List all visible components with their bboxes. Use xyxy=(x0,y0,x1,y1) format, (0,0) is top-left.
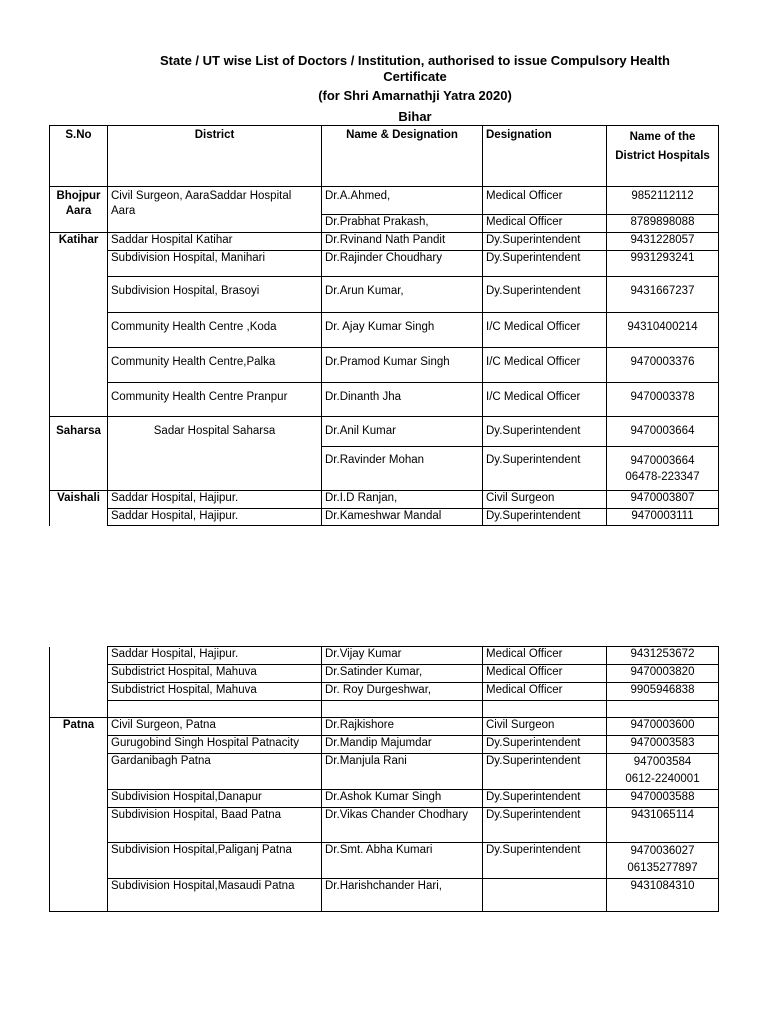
header-sno: S.No xyxy=(50,126,108,187)
district-cell-patna: Patna xyxy=(50,718,108,912)
hospital-cell: Gurugobind Singh Hospital Patnacity xyxy=(108,736,322,754)
doctor-name: Dr.Vijay Kumar xyxy=(322,647,483,665)
doctor-name: Dr.Pramod Kumar Singh xyxy=(322,348,483,383)
table-row xyxy=(50,808,719,843)
hospital-cell: Community Health Centre ,Koda xyxy=(108,313,322,348)
header-district-hospitals xyxy=(607,126,719,187)
doctor-name: Dr.Anil Kumar xyxy=(322,417,483,447)
table-row xyxy=(50,509,719,526)
doctor-name: Dr.Ashok Kumar Singh xyxy=(322,790,483,808)
hospital-line2: Aara xyxy=(111,205,136,217)
phone-number: 9470003664 xyxy=(607,417,719,447)
header-designation: Designation xyxy=(483,126,607,187)
table-row xyxy=(50,665,719,683)
empty-cell xyxy=(607,701,719,718)
doctor-designation: Medical Officer xyxy=(483,187,607,215)
hospital-cell: Subdivision Hospital, Brasoyi xyxy=(108,277,322,313)
doctor-designation: Medical Officer xyxy=(483,683,607,701)
table-row xyxy=(50,683,719,701)
doctor-designation xyxy=(483,879,607,912)
table-row xyxy=(50,491,719,509)
doctor-designation: Dy.Superintendent xyxy=(483,843,607,879)
phone-line1: 9470036027 xyxy=(630,845,695,857)
phone-number: 9470003600 xyxy=(607,718,719,736)
hospital-cell: Subdistrict Hospital, Mahuva xyxy=(108,665,322,683)
table-row xyxy=(50,754,719,790)
doctor-designation: I/C Medical Officer xyxy=(483,313,607,348)
phone-number: 9431667237 xyxy=(607,277,719,313)
table-row xyxy=(50,879,719,912)
doctor-designation: Dy.Superintendent xyxy=(483,509,607,526)
doctor-name: Dr.Arun Kumar, xyxy=(322,277,483,313)
doctor-name: Dr.Dinanth Jha xyxy=(322,383,483,417)
hospital-line1: Civil Surgeon, AaraSaddar Hospital xyxy=(111,190,292,202)
doctor-name: Dr. Roy Durgeshwar, xyxy=(322,683,483,701)
table-header-row xyxy=(50,126,719,187)
table-row xyxy=(50,187,719,215)
table-row xyxy=(50,251,719,277)
doctor-designation: Dy.Superintendent xyxy=(483,233,607,251)
doctors-table-part1 xyxy=(49,125,719,526)
document-title-line2: Certificate xyxy=(383,69,447,84)
table-row xyxy=(50,313,719,348)
phone-number: 9431065114 xyxy=(607,808,719,843)
doctors-table-part2 xyxy=(49,646,719,912)
hospital-cell: Subdivision Hospital,Danapur xyxy=(108,790,322,808)
district-cell-bhojpur xyxy=(50,187,108,233)
hospital-cell: Subdivision Hospital,Paliganj Patna xyxy=(108,843,322,879)
state-heading: Bihar xyxy=(398,109,432,124)
doctor-designation: Dy.Superintendent xyxy=(483,808,607,843)
document-subtitle: (for Shri Amarnathji Yatra 2020) xyxy=(318,88,512,103)
phone-line2: 06135277897 xyxy=(627,862,698,874)
header-name-designation: Name & Designation xyxy=(322,126,483,187)
phone-number: 9470003376 xyxy=(607,348,719,383)
empty-cell xyxy=(108,701,322,718)
hospital-cell: Subdivision Hospital, Baad Patna xyxy=(108,808,322,843)
document-title-line1: State / UT wise List of Doctors / Institution, authorised to issue Compulsory Health xyxy=(160,53,670,68)
sno-line2: Aara xyxy=(65,205,92,217)
hospital-cell: Subdivision Hospital, Manihari xyxy=(108,251,322,277)
hospital-cell: Sadar Hospital Saharsa xyxy=(108,417,322,491)
phone-number: 8789898088 xyxy=(607,215,719,233)
hospital-cell: Community Health Centre,Palka xyxy=(108,348,322,383)
table-row xyxy=(50,736,719,754)
doctor-name: Dr.Ravinder Mohan xyxy=(322,447,483,491)
doctor-designation: Dy.Superintendent xyxy=(483,790,607,808)
table-row-empty xyxy=(50,701,719,718)
hospital-cell: Community Health Centre Pranpur xyxy=(108,383,322,417)
doctor-designation: I/C Medical Officer xyxy=(483,383,607,417)
phone-number: 9470003807 xyxy=(607,491,719,509)
doctor-designation: Dy.Superintendent xyxy=(483,417,607,447)
table-row xyxy=(50,843,719,879)
table-row xyxy=(50,718,719,736)
district-cell-vaishali-cont xyxy=(50,647,108,718)
phone-number: 9470003820 xyxy=(607,665,719,683)
doctor-designation: Dy.Superintendent xyxy=(483,251,607,277)
phone-number: 9470003588 xyxy=(607,790,719,808)
doctor-name: Dr.A.Ahmed, xyxy=(322,187,483,215)
header-col5-line2: District Hospitals xyxy=(615,150,710,162)
phone-number: 9431228057 xyxy=(607,233,719,251)
doctor-designation: Civil Surgeon xyxy=(483,718,607,736)
district-cell-saharsa: Saharsa xyxy=(50,417,108,491)
phone-number: 9470003378 xyxy=(607,383,719,417)
table-row xyxy=(50,233,719,251)
doctor-designation: Medical Officer xyxy=(483,215,607,233)
doctor-designation: Civil Surgeon xyxy=(483,491,607,509)
hospital-cell: Subdivision Hospital,Masaudi Patna xyxy=(108,879,322,912)
doctor-designation: I/C Medical Officer xyxy=(483,348,607,383)
phone-line1: 9470003664 xyxy=(630,455,695,467)
phone-number: 9431084310 xyxy=(607,879,719,912)
doctor-designation: Medical Officer xyxy=(483,647,607,665)
doctor-name: Dr.Rvinand Nath Pandit xyxy=(322,233,483,251)
phone-number: 9852112112 xyxy=(607,187,719,215)
table-row xyxy=(50,383,719,417)
table-row xyxy=(50,348,719,383)
phone-number: 9931293241 xyxy=(607,251,719,277)
header-district: District xyxy=(108,126,322,187)
doctor-name: Dr.Rajinder Choudhary xyxy=(322,251,483,277)
hospital-cell: Subdistrict Hospital, Mahuva xyxy=(108,683,322,701)
hospital-cell: Saddar Hospital, Hajipur. xyxy=(108,647,322,665)
hospital-cell: Saddar Hospital, Hajipur. xyxy=(108,491,322,509)
table-row xyxy=(50,647,719,665)
doctor-name: Dr.Manjula Rani xyxy=(322,754,483,790)
doctor-name: Dr.Smt. Abha Kumari xyxy=(322,843,483,879)
doctor-name: Dr.I.D Ranjan, xyxy=(322,491,483,509)
phone-number xyxy=(607,843,719,879)
doctor-name: Dr.Mandip Majumdar xyxy=(322,736,483,754)
doctor-name: Dr.Satinder Kumar, xyxy=(322,665,483,683)
doctor-name: Dr.Rajkishore xyxy=(322,718,483,736)
phone-number: 9431253672 xyxy=(607,647,719,665)
doctor-name: Dr.Kameshwar Mandal xyxy=(322,509,483,526)
hospital-cell xyxy=(108,187,322,233)
hospital-cell: Saddar Hospital, Hajipur. xyxy=(108,509,322,526)
table-row xyxy=(50,277,719,313)
header-col5-line1: Name of the xyxy=(629,131,696,143)
phone-line2: 06478-223347 xyxy=(625,471,700,483)
phone-number: 9470003583 xyxy=(607,736,719,754)
sno-line1: Bhojpur xyxy=(56,190,101,202)
doctor-name: Dr.Prabhat Prakash, xyxy=(322,215,483,233)
phone-number xyxy=(607,447,719,491)
doctor-designation: Dy.Superintendent xyxy=(483,736,607,754)
hospital-cell: Saddar Hospital Katihar xyxy=(108,233,322,251)
empty-cell xyxy=(322,701,483,718)
hospital-cell: Civil Surgeon, Patna xyxy=(108,718,322,736)
doctor-name: Dr. Ajay Kumar Singh xyxy=(322,313,483,348)
empty-cell xyxy=(483,701,607,718)
doctor-designation: Dy.Superintendent xyxy=(483,277,607,313)
doctor-designation: Dy.Superintendent xyxy=(483,754,607,790)
phone-number: 94310400214 xyxy=(607,313,719,348)
table-row xyxy=(50,417,719,447)
table-row xyxy=(50,790,719,808)
district-cell-vaishali: Vaishali xyxy=(50,491,108,526)
phone-number: 9905946838 xyxy=(607,683,719,701)
phone-line1: 947003584 xyxy=(633,756,692,768)
doctor-designation: Medical Officer xyxy=(483,665,607,683)
hospital-cell: Gardanibagh Patna xyxy=(108,754,322,790)
doctor-name: Dr.Vikas Chander Chodhary xyxy=(322,808,483,843)
phone-number: 9470003111 xyxy=(607,509,719,526)
phone-line2: 0612-2240001 xyxy=(625,773,700,785)
doctor-designation: Dy.Superintendent xyxy=(483,447,607,491)
doctor-name: Dr.Harishchander Hari, xyxy=(322,879,483,912)
district-cell-katihar: Katihar xyxy=(50,233,108,417)
phone-number xyxy=(607,754,719,790)
